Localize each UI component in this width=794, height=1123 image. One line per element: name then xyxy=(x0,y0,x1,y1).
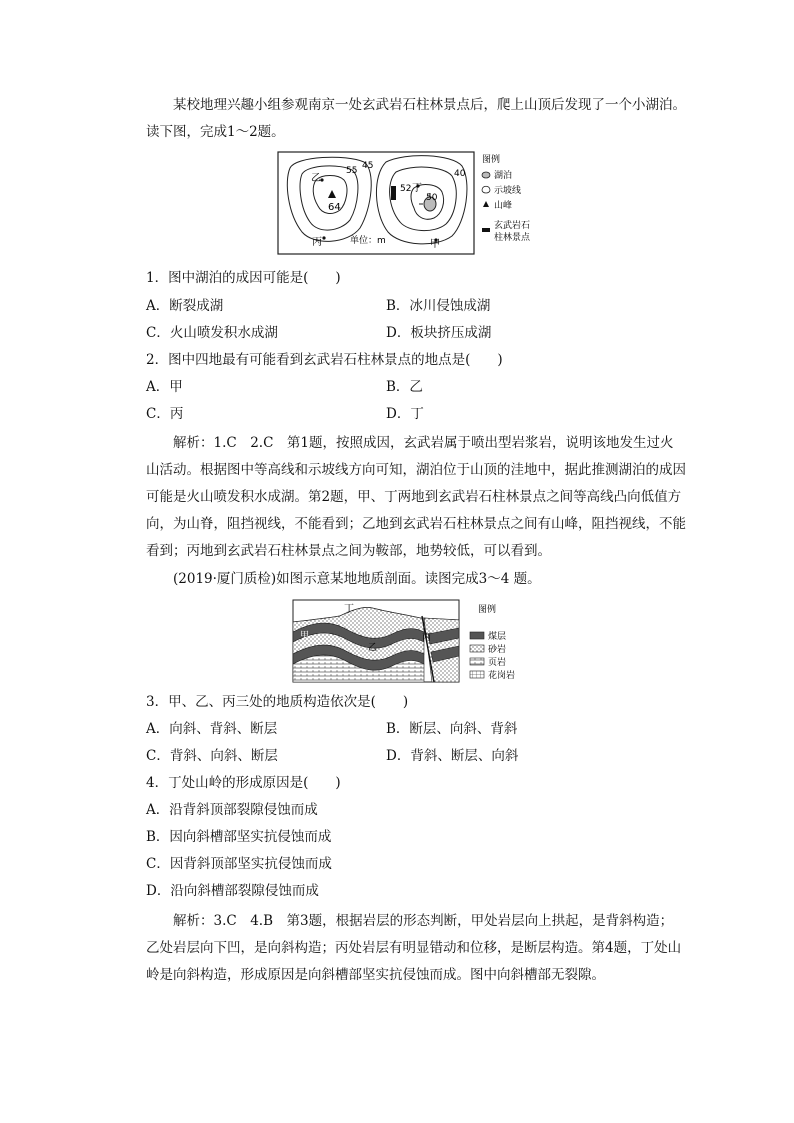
question-3-stem: 3．甲、乙、丙三处的地质构造依次是( ) xyxy=(146,694,409,710)
question-4-stem: 4．丁处山岭的形成原因是( ) xyxy=(146,775,341,791)
question-1-option-d[interactable]: D．板块挤压成湖 xyxy=(386,325,492,341)
question-1-option-c[interactable]: C．火山喷发积水成湖 xyxy=(146,325,278,341)
label-52: 52 xyxy=(400,184,412,194)
question-4-option-d[interactable]: D．沿向斜槽部裂隙侵蚀而成 xyxy=(146,883,319,899)
question-4-option-b[interactable]: B．因向斜槽部坚实抗侵蚀而成 xyxy=(146,829,332,845)
label-ding: 丁 xyxy=(344,604,354,615)
label-64: 64 xyxy=(328,202,341,213)
legend-sandstone: 砂岩 xyxy=(488,645,507,655)
label-ding: 丁 xyxy=(412,183,422,194)
geologic-section-figure xyxy=(292,598,528,684)
label-jia: 甲 xyxy=(300,631,310,641)
legend-lake: 湖泊 xyxy=(494,171,513,181)
question-1-stem: 1．图中湖泊的成因可能是( ) xyxy=(146,270,341,286)
legend-scenic-icon xyxy=(482,228,490,232)
label-55: 55 xyxy=(346,166,358,176)
question-2-stem: 2．图中四地最有可能看到玄武岩石柱林景点的地点是( ) xyxy=(146,352,503,368)
question-1-option-a[interactable]: A．断裂成湖 xyxy=(146,298,224,314)
sandstone-icon xyxy=(470,645,484,652)
label-bing: 丙 xyxy=(312,237,322,248)
label-jia: 甲 xyxy=(430,239,440,250)
question-4-option-a[interactable]: A．沿背斜顶部裂隙侵蚀而成 xyxy=(146,802,318,818)
label-yi: 乙 xyxy=(368,643,378,653)
lake-icon xyxy=(482,172,490,178)
legend-scenic-1: 玄武岩石 xyxy=(494,221,531,231)
slope-line-icon xyxy=(482,186,490,193)
contour-map-figure xyxy=(276,148,550,256)
question-3-option-a[interactable]: A．向斜、背斜、断层 xyxy=(146,721,278,737)
answer-explanation-2: 解析：3.C 4.B 第3题，根据岩层的形态判断，甲处岩层向上拱起，是背斜构造；乙处岩层向下凹，是向斜构造；丙处岩层有明显错动和位移，是断层构造。第4题，丁处山岭是向斜构造，形成原因是向斜槽部坚实抗侵蚀而成。图中向斜槽部无裂隙。 xyxy=(146,913,682,983)
legend-shale: 页岩 xyxy=(488,658,507,668)
label-45: 45 xyxy=(362,161,374,171)
scenic-spot-icon xyxy=(391,186,396,200)
coal-icon xyxy=(470,632,484,639)
legend-coal: 煤层 xyxy=(488,632,507,642)
intro-paragraph-1: 某校地理兴趣小组参观南京一处玄武岩石柱林景点后，爬上山顶后发现了一个小湖泊。读下图，完成1～2题。 xyxy=(146,97,686,140)
answer-explanation-1: 解析：1.C 2.C 第1题，按照成因，玄武岩属于喷出型岩浆岩，说明该地发生过火山活动。根据图中等高线和示坡线方向可知，湖泊位于山顶的洼地中，据此推测湖泊的成因可能是火山喷发积水成湖。第2题，甲、丁两地到玄武岩石柱林景点之间等高线凸向低值方向，为山脊，阻挡视线，不能看到；乙地到玄武岩石柱林景点之间有山峰，阻挡视线，不能看到；丙地到玄武岩石柱林景点之间为鞍部，地势较低，可以看到。 xyxy=(146,435,686,559)
question-1-option-b[interactable]: B．冰川侵蚀成湖 xyxy=(386,298,491,314)
intro-paragraph-2: (2019·厦门质检)如图示意某地地质剖面。读图完成3～4 题。 xyxy=(173,571,541,587)
question-3-option-d[interactable]: D．背斜、断层、向斜 xyxy=(386,748,519,764)
granite-icon xyxy=(470,671,484,678)
legend-slope-line: 示坡线 xyxy=(494,186,522,196)
question-3-option-b[interactable]: B．断层、向斜、背斜 xyxy=(386,721,518,737)
question-4-option-c[interactable]: C．因背斜顶部坚实抗侵蚀而成 xyxy=(146,856,332,872)
legend-scenic-2: 柱林景点 xyxy=(494,233,531,243)
label-yi: 乙 xyxy=(311,173,321,184)
question-2-option-c[interactable]: C．丙 xyxy=(146,406,184,422)
question-2-option-d[interactable]: D．丁 xyxy=(386,406,424,422)
question-2-option-b[interactable]: B．乙 xyxy=(386,379,423,395)
legend-peak-icon xyxy=(483,201,489,207)
geologic-section xyxy=(292,598,528,684)
legend-peak: 山峰 xyxy=(494,201,513,211)
shale-icon xyxy=(470,658,484,665)
question-2-option-a[interactable]: A．甲 xyxy=(146,379,183,395)
legend-granite: 花岗岩 xyxy=(488,671,516,681)
question-3-option-c[interactable]: C．背斜、向斜、断层 xyxy=(146,748,278,764)
label-bing: 丙 xyxy=(422,633,432,643)
legend-title: 图例 xyxy=(482,155,501,165)
label-40: 40 xyxy=(454,169,466,179)
contour-map xyxy=(276,148,550,256)
label-50: 50 xyxy=(426,193,438,203)
legend-title: 图例 xyxy=(478,605,497,615)
label-unit: 单位：m xyxy=(350,236,386,246)
